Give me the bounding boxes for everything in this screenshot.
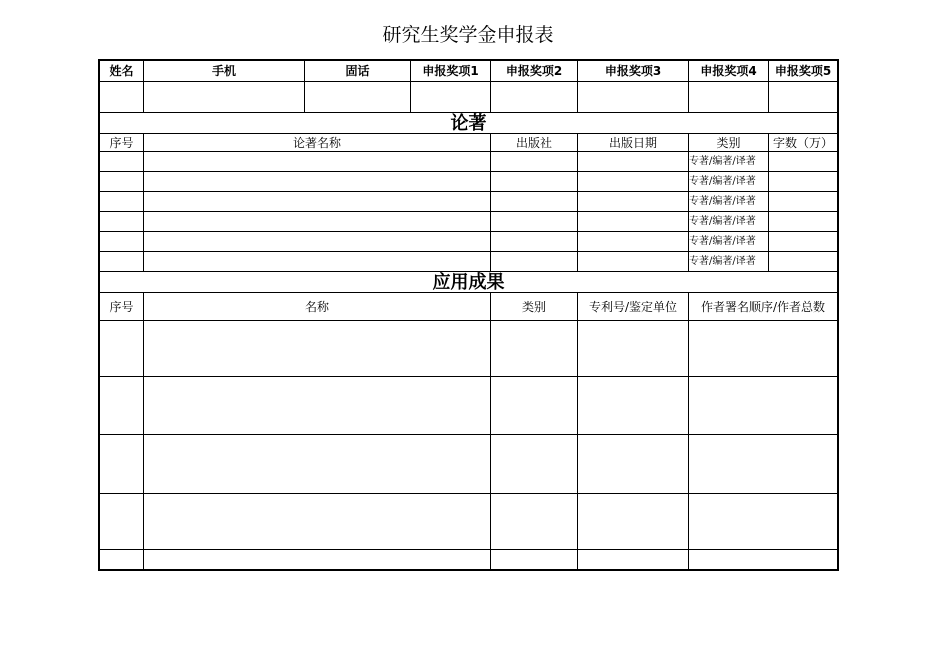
pub-category-cell[interactable]: 专著/编著/译著	[689, 152, 769, 172]
ach-category-cell[interactable]	[491, 550, 578, 570]
pub-index-cell[interactable]	[100, 212, 144, 232]
achievement-row	[100, 494, 838, 550]
pub-category-cell[interactable]: 专著/编著/译著	[689, 172, 769, 192]
ach-name-cell[interactable]	[144, 494, 491, 550]
pub-publisher-cell[interactable]	[491, 192, 578, 212]
pub-header-category: 类别	[689, 134, 769, 152]
publication-row	[100, 152, 838, 172]
ach-name-cell[interactable]	[144, 377, 491, 435]
pub-category-cell[interactable]: 专著/编著/译著	[689, 212, 769, 232]
ach-index-cell[interactable]	[100, 494, 144, 550]
header-name: 姓名	[100, 61, 144, 82]
pub-title-cell[interactable]	[144, 212, 491, 232]
award-5-field[interactable]	[769, 82, 838, 113]
pub-wordcount-cell[interactable]	[769, 172, 838, 192]
pub-publisher-cell[interactable]	[491, 212, 578, 232]
award-2-field[interactable]	[491, 82, 578, 113]
pub-category-cell[interactable]: 专著/编著/译著	[689, 192, 769, 212]
publications-header-row	[100, 134, 838, 152]
ach-header-patent: 专利号/鉴定单位	[578, 293, 689, 321]
ach-author-cell[interactable]	[689, 435, 838, 494]
pub-index-cell[interactable]	[100, 252, 144, 272]
pub-header-wordcount: 字数（万）	[769, 134, 838, 152]
ach-index-cell[interactable]	[100, 435, 144, 494]
ach-header-name: 名称	[144, 293, 491, 321]
publication-row	[100, 232, 838, 252]
pub-header-date: 出版日期	[578, 134, 689, 152]
mobile-field[interactable]	[144, 82, 305, 113]
header-award-3: 申报奖项3	[578, 61, 689, 82]
publication-row	[100, 252, 838, 272]
ach-name-cell[interactable]	[144, 435, 491, 494]
pub-header-title: 论著名称	[144, 134, 491, 152]
ach-author-cell[interactable]	[689, 550, 838, 570]
publication-row	[100, 192, 838, 212]
pub-wordcount-cell[interactable]	[769, 212, 838, 232]
ach-category-cell[interactable]	[491, 435, 578, 494]
publication-row	[100, 172, 838, 192]
ach-author-cell[interactable]	[689, 494, 838, 550]
pub-index-cell[interactable]	[100, 192, 144, 212]
pub-publisher-cell[interactable]	[491, 252, 578, 272]
pub-wordcount-cell[interactable]	[769, 152, 838, 172]
ach-header-author-order: 作者署名顺序/作者总数	[689, 293, 838, 321]
header-mobile: 手机	[144, 61, 305, 82]
achievements-header-row	[100, 293, 838, 321]
achievements-section-title: 应用成果	[100, 272, 838, 293]
pub-date-cell[interactable]	[578, 232, 689, 252]
ach-index-cell[interactable]	[100, 377, 144, 435]
pub-publisher-cell[interactable]	[491, 232, 578, 252]
ach-name-cell[interactable]	[144, 321, 491, 377]
pub-wordcount-cell[interactable]	[769, 252, 838, 272]
pub-publisher-cell[interactable]	[491, 152, 578, 172]
achievement-row	[100, 321, 838, 377]
applicant-header-row	[100, 61, 838, 82]
pub-index-cell[interactable]	[100, 152, 144, 172]
header-award-1: 申报奖项1	[411, 61, 491, 82]
pub-date-cell[interactable]	[578, 212, 689, 232]
ach-category-cell[interactable]	[491, 377, 578, 435]
ach-header-category: 类别	[491, 293, 578, 321]
award-4-field[interactable]	[689, 82, 769, 113]
publication-row	[100, 212, 838, 232]
pub-title-cell[interactable]	[144, 192, 491, 212]
award-1-field[interactable]	[411, 82, 491, 113]
pub-index-cell[interactable]	[100, 232, 144, 252]
pub-title-cell[interactable]	[144, 232, 491, 252]
pub-date-cell[interactable]	[578, 252, 689, 272]
scholarship-form-table	[99, 60, 838, 570]
ach-name-cell[interactable]	[144, 550, 491, 570]
pub-header-publisher: 出版社	[491, 134, 578, 152]
achievement-row	[100, 435, 838, 494]
pub-date-cell[interactable]	[578, 192, 689, 212]
pub-title-cell[interactable]	[144, 152, 491, 172]
ach-header-index: 序号	[100, 293, 144, 321]
pub-index-cell[interactable]	[100, 172, 144, 192]
ach-author-cell[interactable]	[689, 321, 838, 377]
ach-patent-cell[interactable]	[578, 321, 689, 377]
ach-patent-cell[interactable]	[578, 377, 689, 435]
pub-wordcount-cell[interactable]	[769, 232, 838, 252]
header-landline: 固话	[305, 61, 411, 82]
pub-header-index: 序号	[100, 134, 144, 152]
ach-category-cell[interactable]	[491, 321, 578, 377]
landline-field[interactable]	[305, 82, 411, 113]
publications-section-title: 论著	[100, 113, 838, 134]
applicant-input-row	[100, 82, 838, 113]
pub-category-cell[interactable]: 专著/编著/译著	[689, 252, 769, 272]
pub-date-cell[interactable]	[578, 172, 689, 192]
ach-category-cell[interactable]	[491, 494, 578, 550]
header-award-5: 申报奖项5	[769, 61, 838, 82]
form-title: 研究生奖学金申报表	[382, 24, 554, 46]
achievements-section-row	[100, 272, 838, 293]
ach-patent-cell[interactable]	[578, 550, 689, 570]
ach-patent-cell[interactable]	[578, 435, 689, 494]
name-field[interactable]	[100, 82, 144, 113]
header-award-2: 申报奖项2	[491, 61, 578, 82]
ach-index-cell[interactable]	[100, 550, 144, 570]
header-award-4: 申报奖项4	[689, 61, 769, 82]
pub-title-cell[interactable]	[144, 172, 491, 192]
pub-category-cell[interactable]: 专著/编著/译著	[689, 232, 769, 252]
ach-index-cell[interactable]	[100, 321, 144, 377]
pub-date-cell[interactable]	[578, 152, 689, 172]
award-3-field[interactable]	[578, 82, 689, 113]
pub-publisher-cell[interactable]	[491, 172, 578, 192]
pub-title-cell[interactable]	[144, 252, 491, 272]
achievement-row	[100, 377, 838, 435]
ach-patent-cell[interactable]	[578, 494, 689, 550]
achievement-row	[100, 550, 838, 570]
pub-wordcount-cell[interactable]	[769, 192, 838, 212]
publications-section-row	[100, 113, 838, 134]
ach-author-cell[interactable]	[689, 377, 838, 435]
